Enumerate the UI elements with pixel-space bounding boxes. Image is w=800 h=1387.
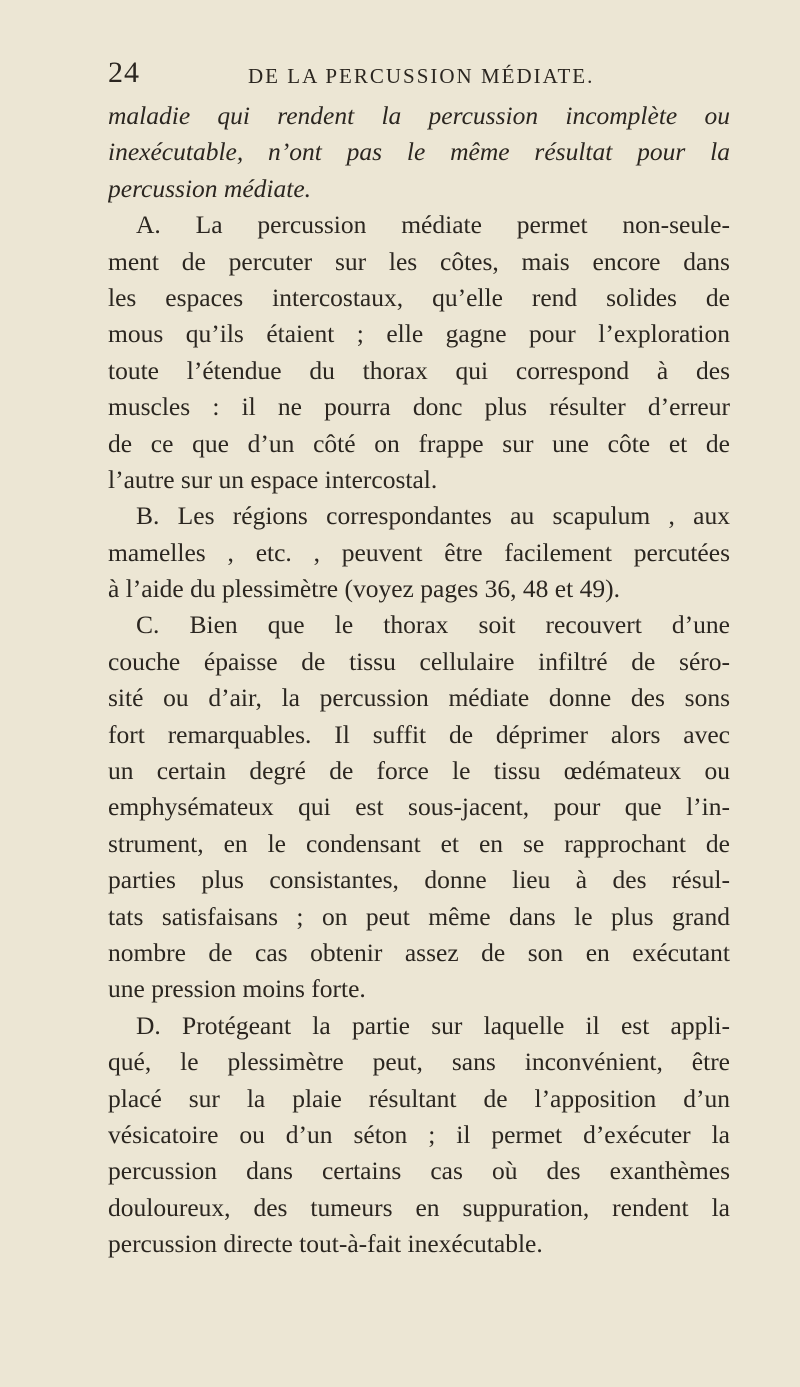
text-line: mous qu’ils étaient ; elle gagne pour l’exploration (108, 319, 730, 349)
text-line: percussion dans certains cas où des exanthèmes (108, 1156, 730, 1186)
text-line: muscles : il ne pourra donc plus résulter d’erreur (108, 392, 730, 422)
text-line: percussion médiate. (108, 173, 312, 203)
text-line: B. Les régions correspondantes au scapulum , aux (136, 501, 730, 531)
text-line: de ce que d’un côté on frappe sur une côte et de (108, 428, 730, 458)
text-line: couche épaisse de tissu cellulaire infiltré de séro- (108, 646, 730, 676)
text-line: une pression moins forte. (108, 974, 366, 1004)
text-line: parties plus consistantes, donne lieu à des résul- (108, 865, 730, 895)
text-line: vésicatoire ou d’un séton ; il permet d’exécuter la (108, 1119, 730, 1149)
text-line: toute l’étendue du thorax qui correspond à des (108, 355, 730, 385)
text-line: emphysémateux qui est sous-jacent, pour que l’in- (108, 792, 730, 822)
text-line: l’autre sur un espace intercostal. (108, 464, 438, 494)
text-line: douloureux, des tumeurs en suppuration, rendent la (108, 1192, 730, 1222)
text-line: inexécutable, n’ont pas le même résultat pour la (108, 137, 730, 167)
text-line: D. Protégeant la partie sur laquelle il est appli- (136, 1010, 730, 1040)
body-text (108, 98, 730, 1263)
text-line: sité ou d’air, la percussion médiate donne des sons (108, 683, 730, 713)
text-line: les espaces intercostaux, qu’elle rend solides de (108, 282, 730, 312)
text-line: percussion directe tout-à-fait inexécutable. (108, 1229, 543, 1259)
page-header (108, 56, 728, 96)
page-number: 24 (108, 56, 140, 89)
text-line: placé sur la plaie résultant de l’apposition d’un (108, 1083, 730, 1113)
text-line: mamelles , etc. , peuvent être facilement percutées (108, 537, 730, 567)
text-line: maladie qui rendent la percussion incomplète ou (108, 101, 730, 130)
text-line: nombre de cas obtenir assez de son en exécutant (108, 937, 730, 967)
text-line: C. Bien que le thorax soit recouvert d’une (136, 610, 730, 640)
text-line: A. La percussion médiate permet non-seule- (136, 210, 730, 240)
text-line: fort remarquables. Il suffit de déprimer alors avec (108, 719, 730, 749)
text-line: à l’aide du plessimètre (voyez pages 36, 48 et 49). (108, 574, 620, 604)
text-line: qué, le plessimètre peut, sans inconvénient, être (108, 1047, 730, 1077)
text-line: strument, en le condensant et en se rapprochant de (108, 828, 730, 858)
text-line: tats satisfaisans ; on peut même dans le plus grand (108, 901, 730, 931)
running-title: DE LA PERCUSSION MÉDIATE. (248, 64, 595, 88)
text-line: un certain degré de force le tissu œdémateux ou (108, 756, 730, 786)
text-line: ment de percuter sur les côtes, mais encore dans (108, 246, 730, 276)
